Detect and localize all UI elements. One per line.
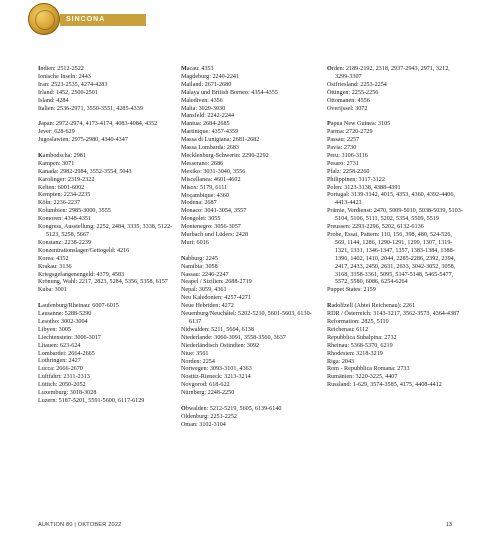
index-entry: Lausanne: 5288-5290 xyxy=(38,311,92,318)
index-section xyxy=(38,66,174,113)
index-entry: Luzern: 5187-5201, 5591-5600, 6117-6129 xyxy=(38,398,145,405)
index-section xyxy=(38,153,174,295)
index-entry: Köln: 2236-2237 xyxy=(38,200,81,207)
index-entry: Korea: 4352 xyxy=(38,255,69,262)
index-entry: Oman: 3102-3104 xyxy=(181,421,226,428)
index-entry: Niederländisch Ostindien: 3092 xyxy=(181,342,260,349)
index-entry: Kanada: 2982-2984, 3552-3554, 5043 xyxy=(38,168,132,175)
index-entry: Probe, Essai, Pattern: 110, 156, 398, 480, 524-526, 569, 1144, 1286, 1290-1291, 1299, 1307, 1319-1321, 1331, 1346-1347, 1357, 1383-1384, 1388-1396, 1402, 1410, 2044, 2285-2286, 2392, 2394, 2417, 2433, 2450, 2631, 2633, 3042-3052, 3058, 3168, 3358-3361, 5095, 5147-5148, 5465-5477, 5572, 5580, 6086, 6254-6264 xyxy=(327,232,456,286)
index-entry: Rumänien: 3220-3225, 4407 xyxy=(327,374,398,381)
index-entry: Magdeburg: 2240-2241 xyxy=(181,73,240,80)
index-entry: Mongolei: 3055 xyxy=(181,216,221,223)
index-entry: Monaco: 3041-3054, 3557 xyxy=(181,208,247,215)
index-entry: Mansfeld: 2242-2244 xyxy=(181,113,235,120)
index-entry: Nürnberg: 2248-2250 xyxy=(181,390,235,397)
index-entry: Reichenau: 6112 xyxy=(327,326,369,333)
index-entry: Krakau: 3136 xyxy=(38,263,72,270)
index-entry: Parma: 2720-2729 xyxy=(327,129,373,136)
index-entry: Prämie, Verdienst: 2470, 5009-5010, 5038-5039, 5103-5104, 5106, 5111, 5202, 5354, 5509, 5519 xyxy=(327,208,463,223)
index-entry: Obwalden: 5212-5219, 5605, 6139-6140 xyxy=(181,405,282,412)
index-entry: Neue Hebriden: 4272 xyxy=(181,303,234,310)
index-entry: Papua New Guinea: 3105 xyxy=(327,121,391,128)
index-entry: Luxemburg: 3018-3028 xyxy=(38,390,97,397)
index-entry: Radolfzell (Abtei Reichenau): 2261 xyxy=(327,303,416,310)
index-entry: Norwegen: 3093-3101, 4363 xyxy=(181,366,252,373)
index-entry: Riga: 2043 xyxy=(327,358,355,365)
index-entry: Kempten: 2234-2235 xyxy=(38,192,91,199)
index-entry: Karolinger: 2319-2322 xyxy=(38,176,95,183)
index-entry: Konstanz: 2238-2239 xyxy=(38,239,92,246)
index-entry: Kampen: 3071 xyxy=(38,160,75,167)
index-entry: Komoren: 4348-4351 xyxy=(38,216,92,223)
index-entry: Kuba: 3001 xyxy=(38,287,67,294)
index-entry: Rom - Repubblica Romana: 2733 xyxy=(327,366,410,373)
index-entry: Modena: 2687 xyxy=(181,200,217,207)
index-entry: Orden: 2189-2192, 2318, 2937-2943, 2971, 3212, 3299-3307 xyxy=(327,66,450,80)
index-entry: Kongress, Ausstellung: 2252, 2484, 3335, 3338, 5122-5123, 5258, 5667 xyxy=(38,224,173,238)
index-entry: Novgorod: 618-622 xyxy=(181,382,230,389)
index-entry: Puppet States: 2159 xyxy=(327,287,376,294)
index-entry: Kolumbien: 2985-3000, 3555 xyxy=(38,208,111,215)
index-entry: Laufenburg/Rheinau: 6007-6015 xyxy=(38,303,119,310)
index-entry: Oldenburg: 2251-2252 xyxy=(181,413,238,420)
index-entry: Pfalz: 2258-2260 xyxy=(327,168,370,175)
index-section xyxy=(181,256,317,398)
index-entry: Malediven: 4356 xyxy=(181,97,223,104)
index-entry: Ionische Inseln: 2443 xyxy=(38,73,91,80)
index-entry: Pesaro: 2731 xyxy=(327,160,359,167)
index-entry: Nidwalden: 5211, 5604, 6138 xyxy=(181,326,254,333)
index-entry: Ottomanen: 4556 xyxy=(327,97,370,104)
index-entry: Nepal: 3059, 4361 xyxy=(181,287,227,294)
footer-issue: AUKTION 80 | OKTOBER 2022 xyxy=(38,522,122,528)
index-entry: Peru: 3106-3116 xyxy=(327,152,368,159)
index-entry: Mantua: 2684-2685 xyxy=(181,121,230,128)
index-entry: Mexiko: 3031-3040, 3556 xyxy=(181,168,246,175)
index-entry: Muri: 6016 xyxy=(181,239,209,246)
index-section xyxy=(181,406,317,430)
index-entry: Reformation: 2825, 5110 xyxy=(327,318,389,325)
index-entry: Miscellanea: 4601-4602 xyxy=(181,176,241,183)
index-entry: Neapel / Sizilien: 2688-2719 xyxy=(181,279,252,286)
brand-name: SINCONA xyxy=(66,16,106,23)
index-entry: Malaya und British Borneo: 4354-4355 xyxy=(181,89,278,96)
index-entry: RDR / Österreich: 3143-3217, 3562-3573, 4364-4387 xyxy=(327,311,460,318)
index-entry: Jever: 628-629 xyxy=(38,129,75,136)
index-entry: Liechtenstein: 3006-3017 xyxy=(38,334,101,341)
index-entry: Murbach und Lüders: 2428 xyxy=(181,232,249,239)
index-entry: Massa Lombarda: 2683 xyxy=(181,145,239,152)
index-entry: Lüttich: 2050-2052 xyxy=(38,382,86,389)
index-entry: Lucca: 2666-2670 xyxy=(38,366,83,373)
index-entry: Litauen: 623-624 xyxy=(38,342,81,349)
coin-logo xyxy=(28,3,60,35)
index-section xyxy=(327,121,463,295)
index-entry: Libyen: 3005 xyxy=(38,326,71,333)
index-entry: Portugal: 3139-3142, 4015, 4353, 4360, 4392-4406, 4413-4423 xyxy=(327,192,455,207)
index-entry: Macau: 4353 xyxy=(181,66,214,72)
index-entry: Mecklenburg-Schwerin: 2290-2292 xyxy=(181,152,269,159)
index-entry: Moçambique: 4360 xyxy=(181,192,229,199)
index-entry: Russland: 1-629, 3574-3585, 4175, 4408-4412 xyxy=(327,382,442,389)
index-entry: Neuenburg/Neuchâtel: 5202-5210, 5601-5603, 6130-6137 xyxy=(181,311,312,325)
index-entry: Ostfriesland: 2253-2254 xyxy=(327,81,387,88)
index-entry: Luftfahrt: 2311-2313 xyxy=(38,374,90,381)
index-entry: Nabburg: 2245 xyxy=(181,255,218,262)
index-entry: Konzentrationslager/Gettogeld: 4216 xyxy=(38,247,130,254)
index-entry: Montenegro: 3056-3057 xyxy=(181,224,241,231)
index-entry: Niederlande: 3060-3091, 3558-3560, 3637 xyxy=(181,334,286,341)
index-entry: Lombardei: 2664-2665 xyxy=(38,350,95,357)
index-entry: Norden: 2254 xyxy=(181,358,215,365)
index-entry: Island: 4284 xyxy=(38,97,69,104)
index-column-2 xyxy=(181,66,317,438)
index-entry: Nostitz-Rieneck: 3213-3214 xyxy=(181,374,251,381)
index-entry: Lesotho: 3002-3004 xyxy=(38,318,88,325)
index-entry: Krönung, Wahl: 2217, 2823, 5284, 5356, 5358, 6157 xyxy=(38,279,168,286)
index-entry: Martinique: 4357-4359 xyxy=(181,129,239,136)
index-section xyxy=(38,121,174,145)
index-section xyxy=(181,66,317,248)
index-entry: Japan: 2972-2974, 4173-4174, 4083-4084, 4352 xyxy=(38,121,158,128)
index-section xyxy=(327,303,463,390)
index-entry: Italien: 2536-2971, 3550-3551, 4285-4339 xyxy=(38,105,143,112)
page-number: 13 xyxy=(445,522,452,528)
page-footer xyxy=(38,522,452,532)
index-entry: Neu Kaledonien: 4257-4271 xyxy=(181,295,251,302)
index-entry: Irland: 1452, 2500-2501 xyxy=(38,89,98,96)
index-section xyxy=(327,66,463,113)
index-entry: Kambodscha: 2981 xyxy=(38,152,86,159)
index-entry: Rheinau: 5368-5370, 6219 xyxy=(327,342,393,349)
index-entry: Passau: 2257 xyxy=(327,137,360,144)
index-entry: Nassau: 2246-2247 xyxy=(181,271,229,278)
index-column-3 xyxy=(327,66,463,398)
index-section xyxy=(38,303,174,406)
index-entry: Lothringen: 2427 xyxy=(38,358,81,365)
index-entry: Polen: 3123-3138, 4388-4391 xyxy=(327,184,401,191)
index-entry: Kelten: 6001-6002 xyxy=(38,184,85,191)
index-column-1 xyxy=(38,66,174,414)
index-entry: Malta: 3029-3030 xyxy=(181,105,226,112)
index-entry: Indien: 2512-2522 xyxy=(38,66,84,72)
index-entry: Massa di Lunigiana: 2681-2682 xyxy=(181,137,260,144)
index-entry: Pavia: 2730 xyxy=(327,145,357,152)
index-entry: Mailand: 2671-2680 xyxy=(181,81,232,88)
index-entry: Overijssel: 3072 xyxy=(327,105,368,112)
index-entry: Philippinen: 3117-3122 xyxy=(327,176,385,183)
index-entry: Öttingen: 2255-2256 xyxy=(327,89,379,96)
index-entry: Kriegsgefangenengeld: 4379, 4583 xyxy=(38,271,125,278)
index-entry: Iran: 2523-2535, 4274-4283 xyxy=(38,81,108,88)
index-entry: Namibia: 3058 xyxy=(181,263,218,270)
index-entry: Preussen: 2293-2296, 5202, 6132-6136 xyxy=(327,224,424,231)
index-entry: Messerano: 2686 xyxy=(181,160,224,167)
index-entry: Jugoslawien: 2975-2980, 4340-4347 xyxy=(38,137,128,144)
index-entry: Niue: 3561 xyxy=(181,350,209,357)
index-entry: Misox: 5179, 6111 xyxy=(181,184,228,191)
index-entry: Repubblica Subalpina: 2732 xyxy=(327,334,397,341)
page-header xyxy=(0,0,480,58)
index-entry: Rhodesien: 3218-3219 xyxy=(327,350,383,357)
